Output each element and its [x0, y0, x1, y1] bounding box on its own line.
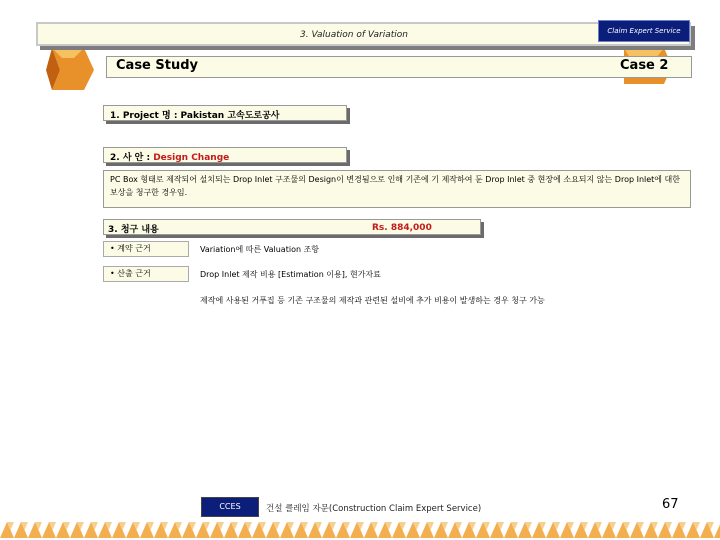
background-label [110, 150, 229, 163]
project-label-bar [103, 105, 347, 121]
contract-basis-bullet: • 계약 근거 [103, 241, 189, 257]
service-badge: Claim Expert Service [598, 20, 690, 42]
background-label-prefix: 2. 사 안 : [110, 153, 154, 163]
footer-caption: 건설 클레임 자문(Construction Claim Expert Service) [266, 504, 482, 514]
footer-badge: CCES [201, 497, 259, 517]
claim-amount: Rs. 884,000 [372, 223, 432, 233]
project-label: 1. Project 명 : Pakistan 고속도로공사 [110, 111, 280, 121]
claim-label: 3. 청구 내용 [108, 225, 159, 235]
background-label-value: Design Change [153, 153, 230, 163]
background-paragraph: PC Box 형태로 제작되어 설치되는 Drop Inlet 구조물의 Design이 변경됨으로 인해 기존에 기 제작하여 둔 Drop Inlet 중 현장에 소요되지 않는 Drop Inlet에 대한 보상을 청구한 경우임. [103, 170, 691, 208]
case-study-label: Case Study [116, 58, 199, 73]
decorative-triangle-border [0, 518, 720, 540]
decorative-cube-left [44, 44, 104, 94]
calculation-basis-text: Drop Inlet 제작 비용 [Estimation 이용], 현가자료 [200, 270, 381, 279]
section-title: 3. Valuation of Variation [300, 30, 408, 40]
calculation-basis-bullet: • 산출 근거 [103, 266, 189, 282]
claim-note: 제작에 사용된 거푸집 등 기존 구조물의 제작과 관련된 설비에 추가 비용이 발생하는 경우 청구 가능 [200, 296, 545, 305]
contract-basis-text: Variation에 따른 Valuation 조항 [200, 245, 320, 254]
case-number-label: Case 2 [620, 58, 669, 73]
background-label-bar [103, 147, 347, 163]
claim-label-bar [103, 219, 481, 235]
page-number: 67 [662, 497, 679, 512]
